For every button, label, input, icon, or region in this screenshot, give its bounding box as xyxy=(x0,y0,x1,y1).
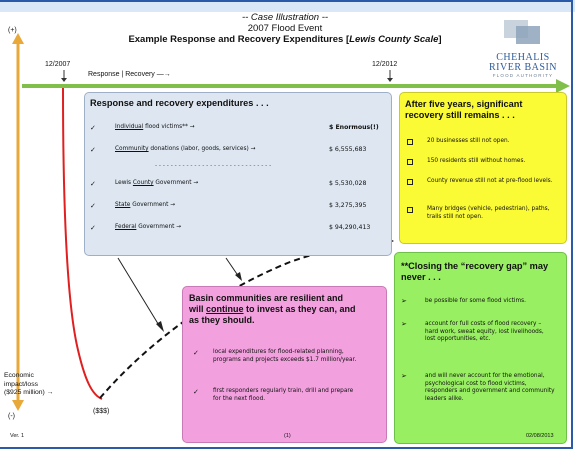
expenditure-amount: $ 94,290,413 xyxy=(329,224,371,231)
logo-line-3: FLOOD AUTHORITY xyxy=(492,73,554,78)
expenditure-amount: $ Enormous(!) xyxy=(329,124,379,131)
resilience-header: Basin communities are resilient and will continue to invest as they can, and as they should. xyxy=(189,293,356,325)
axis-up-arrow-icon xyxy=(12,33,24,44)
timeline-phase-label: Response | Recovery —→ xyxy=(88,71,171,78)
recovery-gap-box xyxy=(394,252,567,444)
economic-impact-label: Economic impact/loss ($925 million) → xyxy=(4,372,54,396)
title-line-1: -- Case Illustration -- xyxy=(241,12,329,23)
end-marker-arrow-icon xyxy=(387,78,393,82)
gap-item: account for full costs of flood recovery – hard work, sweat equity, lost livelihoods, lost opportunities, etc. xyxy=(425,321,544,342)
start-marker-arrow-icon xyxy=(61,78,67,82)
checkbox-icon xyxy=(407,179,413,185)
axis-negative-label: (-) xyxy=(8,413,15,420)
timeline-arrow-icon xyxy=(556,79,570,93)
expenditure-label: Federal Government → xyxy=(115,224,182,230)
footer-date: 02/08/2013 xyxy=(526,433,554,439)
gap-item: be possible for some flood victims. xyxy=(425,298,526,304)
pointer-line-1 xyxy=(118,258,160,327)
axis-down-arrow-icon xyxy=(12,400,24,411)
gap-item: and will never account for the emotional, psychological cost to flood victims, responders and government and community leaders alike. xyxy=(425,373,555,402)
timeline-end-date: 12/2012 xyxy=(372,61,398,68)
resilience-box xyxy=(182,286,387,443)
check-icon: ✓ xyxy=(90,181,96,188)
resilience-item: local expenditures for flood-related planning, programs and projects exceeds $1.7 million/year. xyxy=(213,349,357,363)
arrow-bullet-icon: ➢ xyxy=(401,298,407,305)
check-icon: ✓ xyxy=(90,125,96,132)
divider-line: - - - - - - - - - - - - - - - - - - - - - - - - - - - - - - xyxy=(155,163,272,169)
checkbox-icon xyxy=(407,159,413,165)
arrow-bullet-icon: ➢ xyxy=(401,373,407,380)
check-icon: ✓ xyxy=(193,389,199,396)
cost-label: ($$$) xyxy=(93,408,110,415)
recovery-remains-box xyxy=(399,92,567,244)
check-icon: ✓ xyxy=(90,147,96,154)
expenditure-label: State Government → xyxy=(115,202,176,208)
timeline-start-date: 12/2007 xyxy=(45,61,71,68)
check-icon: ✓ xyxy=(90,203,96,210)
recovery-item: County revenue still not at pre-flood levels. xyxy=(427,178,553,184)
axis-positive-label: (+) xyxy=(8,27,17,34)
resilience-item: first responders regularly train, drill and prepare for the next flood. xyxy=(213,388,354,402)
check-icon: ✓ xyxy=(90,225,96,232)
recovery-item: 150 residents still without homes. xyxy=(427,158,526,164)
title-line-3: Example Response and Recovery Expenditures [Lewis County Scale] xyxy=(128,34,442,45)
logo-line-1: CHEHALIS xyxy=(496,52,550,63)
footer-page: (1) xyxy=(284,433,291,439)
expenditure-label: Individual flood victims** → xyxy=(115,124,195,130)
expenditure-label: Community donations (labor, goods, services) → xyxy=(115,146,256,152)
footer-version: Ver. 1 xyxy=(10,433,25,439)
expenditures-header: Response and recovery expenditures . . . xyxy=(90,98,269,108)
recovery-header: After five years, significant recovery still remains . . . xyxy=(405,99,523,120)
recovery-gap-header: **Closing the “recovery gap” may never . . . xyxy=(401,261,549,282)
recovery-item: Many bridges (vehicle, pedestrian), paths, trails still not open. xyxy=(427,206,550,220)
expenditure-label: Lewis County Government → xyxy=(115,180,199,186)
check-icon: ✓ xyxy=(193,350,199,357)
expenditure-amount: $ 3,275,395 xyxy=(329,202,367,209)
checkbox-icon xyxy=(407,139,413,145)
expenditures-box xyxy=(84,92,392,256)
expenditure-amount: $ 6,555,683 xyxy=(329,146,367,153)
logo-line-2: RIVER BASIN xyxy=(488,62,557,73)
checkbox-icon xyxy=(407,207,413,213)
recovery-item: 20 businesses still not open. xyxy=(427,138,510,144)
expenditure-amount: $ 5,530,028 xyxy=(329,180,367,187)
title-line-2: 2007 Flood Event xyxy=(247,23,323,34)
arrow-bullet-icon: ➢ xyxy=(401,321,407,328)
